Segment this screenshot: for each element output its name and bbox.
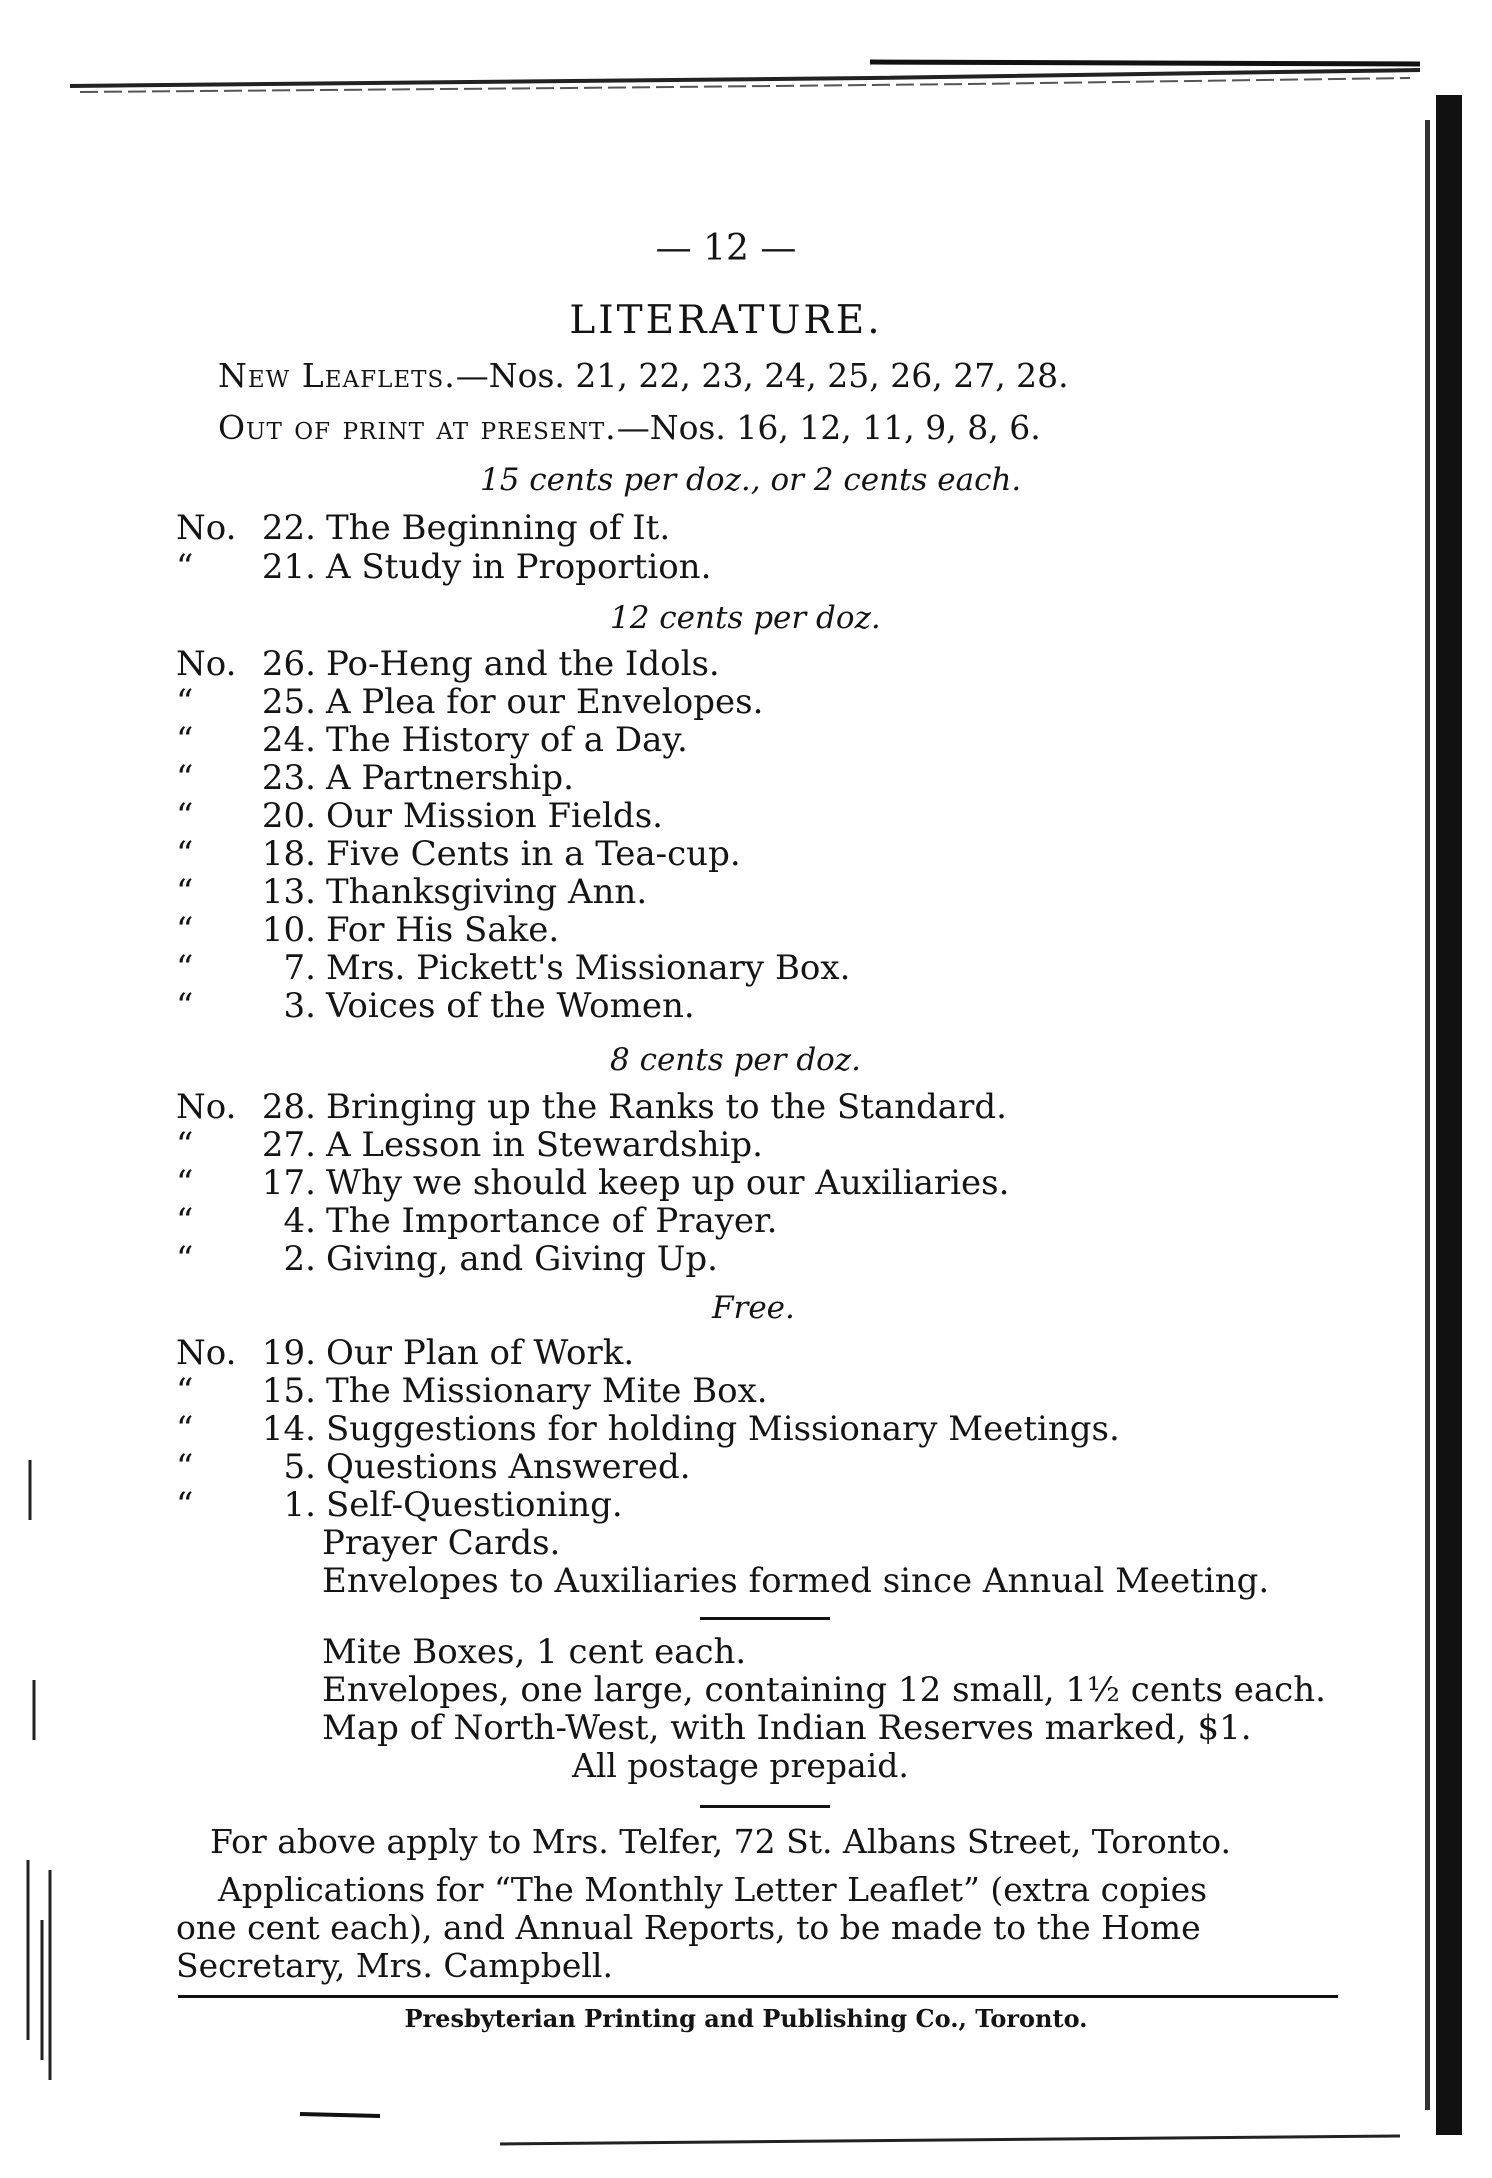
entry-number: 23. [261, 758, 316, 798]
entry-number: 26. [261, 644, 316, 684]
leaflet-entry [176, 508, 670, 548]
entry-prefix: “ [176, 547, 194, 587]
entry-title: Mrs. Pickett's Missionary Box. [326, 948, 851, 988]
extra-item: Envelopes to Auxiliaries formed since Annual Meeting. [322, 1561, 1270, 1601]
entry-number: 17. [261, 1163, 316, 1203]
leaflet-entry [176, 910, 559, 950]
supply-item: Map of North-West, with Indian Reserves marked, $1. [322, 1708, 1252, 1748]
out-of-print-line [218, 408, 1041, 447]
entry-number: 13. [261, 872, 316, 912]
applications-line: one cent each), and Annual Reports, to be made to the Home [176, 1908, 1201, 1947]
entry-title: The Missionary Mite Box. [326, 1371, 768, 1411]
leaflet-entry [176, 1163, 1009, 1203]
entry-title: Questions Answered. [326, 1447, 691, 1487]
entry-number: 28. [261, 1087, 316, 1127]
entry-number: 15. [261, 1371, 316, 1411]
entry-number: 1. [283, 1485, 316, 1525]
section-divider [700, 1805, 830, 1808]
out-of-print-numbers: —Nos. 16, 12, 11, 9, 8, 6. [616, 408, 1041, 447]
entry-number: 24. [261, 720, 316, 760]
entry-prefix: No. [176, 644, 237, 684]
scan-edge-top [70, 58, 1420, 98]
leaflet-entry [176, 1447, 691, 1487]
entry-prefix: “ [176, 796, 194, 836]
entry-prefix: “ [176, 1201, 194, 1241]
out-of-print-label: Out of print at present. [218, 408, 617, 447]
entry-title: A Partnership. [326, 758, 574, 798]
entry-title: A Study in Proportion. [326, 547, 712, 587]
entry-title: Our Mission Fields. [326, 796, 663, 836]
entry-title: Five Cents in a Tea-cup. [326, 834, 741, 874]
entry-prefix: “ [176, 682, 194, 722]
supply-item: Envelopes, one large, containing 12 small, 1½ cents each. [322, 1670, 1326, 1710]
entry-number: 25. [261, 682, 316, 722]
scan-edge-bottom [300, 2110, 1400, 2150]
leaflet-entry [176, 720, 688, 760]
entry-number: 19. [261, 1333, 316, 1373]
new-leaflets-label: New Leaflets. [218, 356, 456, 395]
entry-title: A Lesson in Stewardship. [326, 1125, 763, 1165]
price-heading: Free. [712, 1290, 795, 1326]
footer-rule [178, 1995, 1338, 1998]
price-heading: 12 cents per doz. [610, 600, 881, 636]
new-leaflets-numbers: —Nos. 21, 22, 23, 24, 25, 26, 27, 28. [455, 356, 1069, 395]
entry-title: Self-Questioning. [326, 1485, 623, 1525]
leaflet-entry [176, 1239, 718, 1279]
price-heading: 8 cents per doz. [610, 1042, 862, 1078]
entry-prefix: “ [176, 1239, 194, 1279]
entry-prefix: “ [176, 986, 194, 1026]
entry-number: 3. [283, 986, 316, 1026]
leaflet-entry [176, 986, 695, 1026]
apply-note: For above apply to Mrs. Telfer, 72 St. Albans Street, Toronto. [210, 1822, 1232, 1861]
entry-number: 18. [261, 834, 316, 874]
entry-title: The History of a Day. [326, 720, 688, 760]
leaflet-entry [176, 644, 720, 684]
entry-number: 27. [261, 1125, 316, 1165]
entry-number: 21. [261, 547, 316, 587]
leaflet-entry [176, 1087, 1007, 1127]
entry-prefix: “ [176, 948, 194, 988]
entry-prefix: No. [176, 508, 237, 548]
entry-title: A Plea for our Envelopes. [326, 682, 764, 722]
new-leaflets-line [218, 356, 1069, 395]
entry-prefix: “ [176, 1163, 194, 1203]
section-divider [700, 1617, 830, 1620]
entry-prefix: “ [176, 872, 194, 912]
entry-title: Po-Heng and the Idols. [326, 644, 720, 684]
entry-title: The Importance of Prayer. [326, 1201, 778, 1241]
postage-note: All postage prepaid. [572, 1746, 909, 1785]
leaflet-entry [176, 758, 574, 798]
entry-number: 2. [283, 1239, 316, 1279]
entry-title: Why we should keep up our Auxiliaries. [326, 1163, 1010, 1203]
entry-title: Bringing up the Ranks to the Standard. [326, 1087, 1007, 1127]
entry-number: 14. [261, 1409, 316, 1449]
entry-prefix: “ [176, 910, 194, 950]
entry-number: 5. [283, 1447, 316, 1487]
entry-prefix: “ [176, 1447, 194, 1487]
leaflet-entry [176, 547, 711, 587]
applications-line: Secretary, Mrs. Campbell. [176, 1946, 613, 1985]
leaflet-entry [176, 1333, 634, 1373]
entry-number: 7. [283, 948, 316, 988]
entry-prefix: “ [176, 1371, 194, 1411]
entry-title: Suggestions for holding Missionary Meetings. [326, 1409, 1120, 1449]
leaflet-entry [176, 948, 850, 988]
leaflet-entry [176, 1201, 777, 1241]
entry-prefix: No. [176, 1087, 237, 1127]
entry-prefix: No. [176, 1333, 237, 1373]
entry-prefix: “ [176, 720, 194, 760]
printer-imprint: Presbyterian Printing and Publishing Co., Toronto. [404, 2004, 1088, 2033]
entry-title: Thanksgiving Ann. [326, 872, 648, 912]
leaflet-entry [176, 872, 647, 912]
leaflet-entry [176, 834, 741, 874]
price-heading: 15 cents per doz., or 2 cents each. [480, 462, 1022, 498]
entry-prefix: “ [176, 1125, 194, 1165]
entry-title: Our Plan of Work. [326, 1333, 635, 1373]
entry-prefix: “ [176, 834, 194, 874]
entry-prefix: “ [176, 758, 194, 798]
entry-title: Giving, and Giving Up. [326, 1239, 718, 1279]
applications-line: Applications for “The Monthly Letter Leaflet” (extra copies [218, 1870, 1208, 1909]
supply-item: Mite Boxes, 1 cent each. [322, 1632, 747, 1672]
scan-edge-right [1436, 95, 1462, 2135]
page-number: — 12 — [655, 228, 797, 269]
entry-number: 22. [261, 508, 316, 548]
entry-title: The Beginning of It. [326, 508, 671, 548]
entry-title: Voices of the Women. [326, 986, 695, 1026]
scan-edge-right-inner [1425, 120, 1430, 2110]
page-title: LITERATURE. [569, 298, 883, 343]
entry-prefix: “ [176, 1485, 194, 1525]
entry-prefix: “ [176, 1409, 194, 1449]
entry-number: 20. [261, 796, 316, 836]
leaflet-entry [176, 1125, 763, 1165]
leaflet-entry [176, 1485, 623, 1525]
leaflet-entry [176, 682, 763, 722]
entry-number: 4. [283, 1201, 316, 1241]
entry-title: For His Sake. [326, 910, 560, 950]
entry-number: 10. [261, 910, 316, 950]
leaflet-entry [176, 1409, 1120, 1449]
leaflet-entry [176, 796, 663, 836]
scan-edge-left [20, 1440, 80, 2080]
leaflet-entry [176, 1371, 768, 1411]
extra-item: Prayer Cards. [322, 1523, 561, 1563]
